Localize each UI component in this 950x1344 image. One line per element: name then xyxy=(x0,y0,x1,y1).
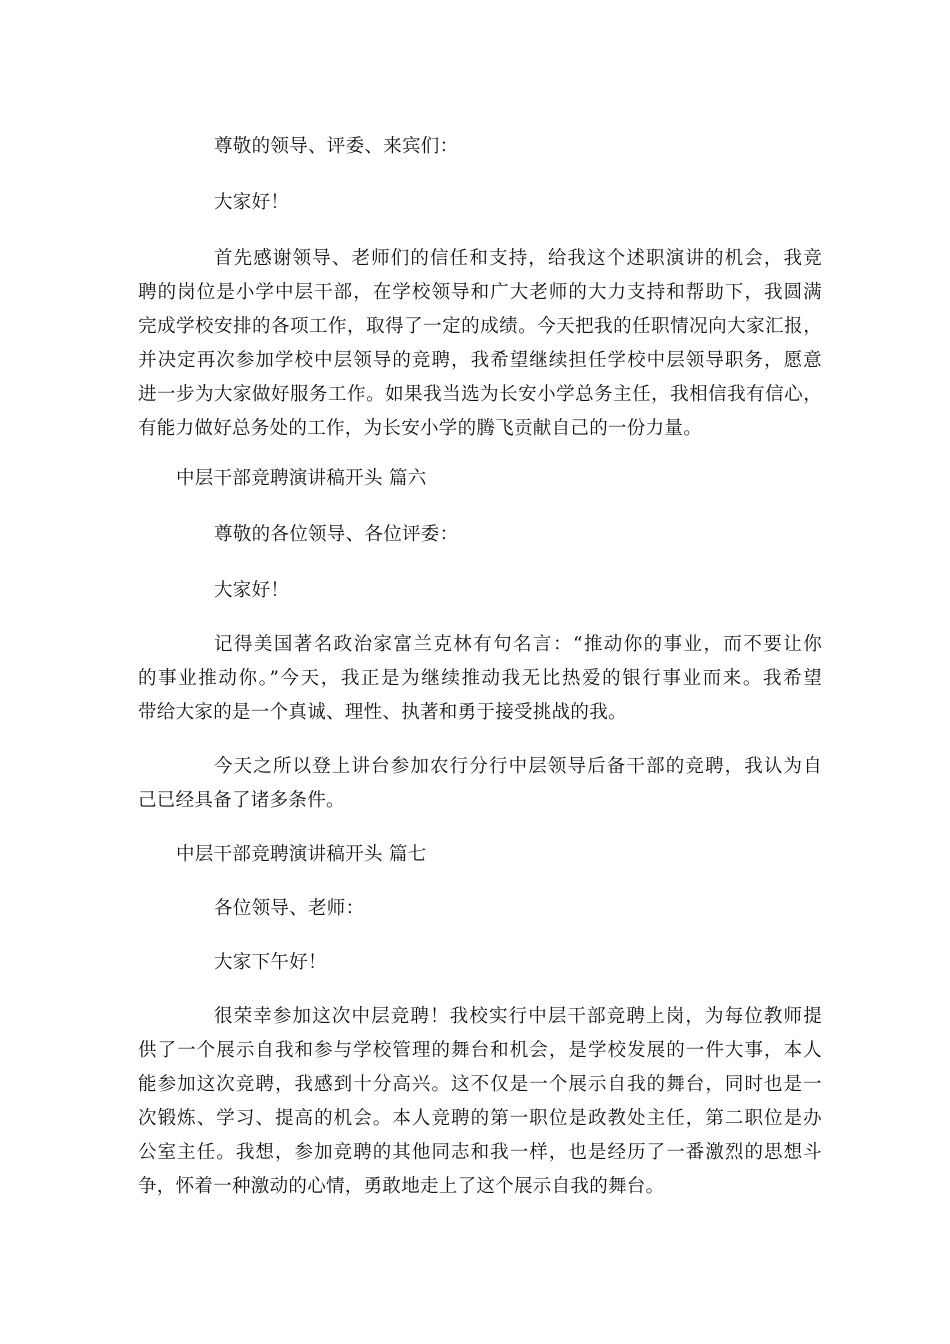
paragraph-line: 进一步为大家做好服务工作。如果我当选为长安小学总务主任，我相信我有信心， xyxy=(138,384,822,405)
paragraph-line: 带给大家的是一个真诚、理性、执著和勇于接受挑战的我。 xyxy=(138,702,627,723)
paragraph-line: 完成学校安排的各项工作，取得了一定的成绩。今天把我的任职情况向大家汇报， xyxy=(138,316,822,337)
greeting: 大家下午好！ xyxy=(214,952,327,973)
salutation: 各位领导、老师： xyxy=(214,898,365,919)
paragraph-line: 首先感谢领导、老师们的信任和支持，给我这个述职演讲的机会，我竞 xyxy=(214,248,822,269)
paragraph-line: 记得美国著名政治家富兰克林有句名言：“推动你的事业，而不要让你 xyxy=(214,634,822,655)
document-page xyxy=(138,0,822,1344)
paragraph-line: 次锻炼、学习、提高的机会。本人竞聘的第一职位是政教处主任，第二职位是办 xyxy=(138,1108,822,1129)
section-heading: 中层干部竞聘演讲稿开头 篇七 xyxy=(176,844,427,865)
paragraph-line: 己已经具备了诸多条件。 xyxy=(138,790,345,811)
paragraph-line: 有能力做好总务处的工作，为长安小学的腾飞贡献自己的一份力量。 xyxy=(138,418,703,439)
paragraph-line: 供了一个展示自我和参与学校管理的舞台和机会，是学校发展的一件大事，本人 xyxy=(138,1040,822,1061)
paragraph-line: 能参加这次竞聘，我感到十分高兴。这不仅是一个展示自我的舞台，同时也是一 xyxy=(138,1074,822,1095)
paragraph-line: 争，怀着一种激动的心情，勇敢地走上了这个展示自我的舞台。 xyxy=(138,1176,665,1197)
greeting: 大家好！ xyxy=(214,580,290,601)
paragraph-line: 今天之所以登上讲台参加农行分行中层领导后备干部的竞聘，我认为自 xyxy=(214,756,822,777)
greeting: 大家好！ xyxy=(214,192,290,213)
salutation: 尊敬的各位领导、各位评委： xyxy=(214,524,459,545)
paragraph-line: 很荣幸参加这次中层竞聘！我校实行中层干部竞聘上岗，为每位教师提 xyxy=(214,1006,822,1027)
paragraph-line: 并决定再次参加学校中层领导的竞聘，我希望继续担任学校中层领导职务，愿意 xyxy=(138,350,822,371)
section-heading: 中层干部竞聘演讲稿开头 篇六 xyxy=(176,468,427,489)
paragraph-line: 聘的岗位是小学中层干部，在学校领导和广大老师的大力支持和帮助下，我圆满 xyxy=(138,282,822,303)
salutation: 尊敬的领导、评委、来宾们： xyxy=(214,136,459,157)
paragraph-line: 的事业推动你。”今天，我正是为继续推动我无比热爱的银行事业而来。我希望 xyxy=(138,668,822,689)
paragraph-line: 公室主任。我想，参加竞聘的其他同志和我一样，也是经历了一番激烈的思想斗 xyxy=(138,1142,822,1163)
